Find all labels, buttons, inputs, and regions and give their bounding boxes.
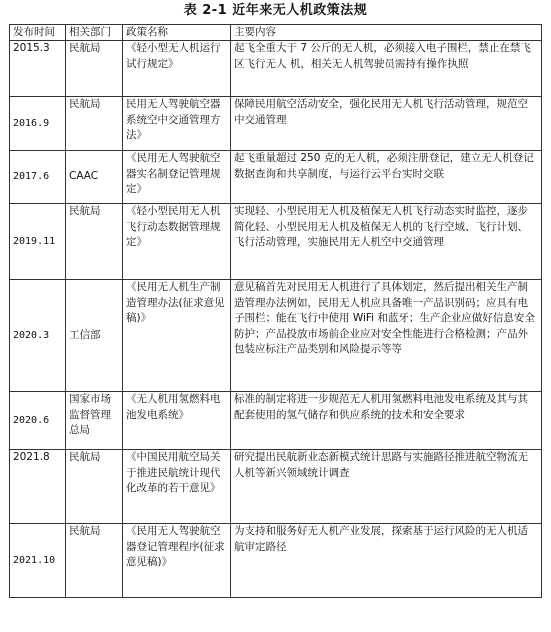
cell-dept: CAAC — [66, 151, 123, 204]
header-date: 发布时间 — [10, 25, 66, 41]
cell-dept: 民航局 — [66, 97, 123, 151]
table-row — [10, 524, 542, 598]
cell-content: 研究提出民航新业态新模式统计思路与实施路径推进航空物流无人机等新兴领域统计调查 — [231, 450, 542, 524]
table-row — [10, 450, 542, 524]
header-dept: 相关部门 — [66, 25, 123, 41]
table-row — [10, 97, 542, 151]
cell-date: 2020.6 — [10, 392, 66, 450]
cell-content: 为支持和服务好无人机产业发展，探索基于运行风险的无人机适航审定路径 — [231, 524, 542, 598]
cell-policy-name: 《民用无人机生产制造管理办法(征求意见稿)》 — [123, 280, 231, 392]
cell-policy-name: 《民用无人驾驶航空器实名制登记管理规定》 — [123, 151, 231, 204]
cell-policy-name: 《中国民用航空局关于推进民航统计现代化改革的若干意见》 — [123, 450, 231, 524]
header-name: 政策名称 — [123, 25, 231, 41]
cell-content: 起飞重量超过 250 克的无人机，必须注册登记，建立无人机登记数据查询和共享制度，与运行云平台实时交联 — [231, 151, 542, 204]
cell-policy-name: 《轻小型民用无人机飞行动态数据管理规定》 — [123, 204, 231, 280]
cell-dept: 民航局 — [66, 204, 123, 280]
policy-table — [9, 24, 542, 598]
table-row — [10, 151, 542, 204]
table-row — [10, 204, 542, 280]
header-content: 主要内容 — [231, 25, 542, 41]
cell-dept: 民航局 — [66, 41, 123, 97]
cell-dept: 工信部 — [66, 280, 123, 392]
cell-dept: 国家市场监督管理总局 — [66, 392, 123, 450]
cell-policy-name: 《轻小型无人机运行试行规定》 — [123, 41, 231, 97]
cell-policy-name: 《民用无人驾驶航空器登记管理程序(征求意见稿)》 — [123, 524, 231, 598]
cell-date: 2015.3 — [10, 41, 66, 97]
cell-dept: 民航局 — [66, 524, 123, 598]
cell-date: 2016.9 — [10, 97, 66, 151]
cell-date: 2019.11 — [10, 204, 66, 280]
table-row — [10, 41, 542, 97]
cell-date: 2020.3 — [10, 280, 66, 392]
cell-policy-name: 《无人机用氢燃料电池发电系统》 — [123, 392, 231, 450]
cell-content: 保障民用航空活动安全，强化民用无人机飞行活动管理，规范空中交通管理 — [231, 97, 542, 151]
cell-date: 2021.8 — [10, 450, 66, 524]
cell-content: 起飞全重大于 7 公斤的无人机，必须接入电子围栏，禁止在禁飞区飞行无人 机，相关无人机驾驶员需持有操作执照 — [231, 41, 542, 97]
table-header-row — [10, 25, 542, 41]
cell-dept: 民航局 — [66, 450, 123, 524]
cell-content: 实现轻、小型民用无人机及植保无人机飞行动态实时监控，逐步简化轻、小型民用无人机及植保无人机的飞行空域、飞行计划、飞行活动管理，实施民用无人机空中交通管理 — [231, 204, 542, 280]
table-row — [10, 280, 542, 392]
cell-content: 意见稿首先对民用无人机进行了具体划定，然后提出相关生产制造管理办法例如，民用无人机应具备唯一产品识别码；应具有电子围栏；能在飞行中使用 WiFi 和蓝牙；生产企业应做好信息安全防护；产品投放市场前企业应对安全性能进行合格检测；产品外包装应标注产品类别和风险提示等等 — [231, 280, 542, 392]
cell-date: 2017.6 — [10, 151, 66, 204]
table-caption: 表 2-1 近年来无人机政策法规 — [183, 3, 368, 18]
cell-date: 2021.10 — [10, 524, 66, 598]
cell-policy-name: 民用无人驾驶航空器系统空中交通管理方法》 — [123, 97, 231, 151]
cell-content: 标准的制定将进一步规范无人机用氢燃料电池发电系统及其与其配套使用的氢气储存和供应系统的技术和安全要求 — [231, 392, 542, 450]
table-row — [10, 392, 542, 450]
